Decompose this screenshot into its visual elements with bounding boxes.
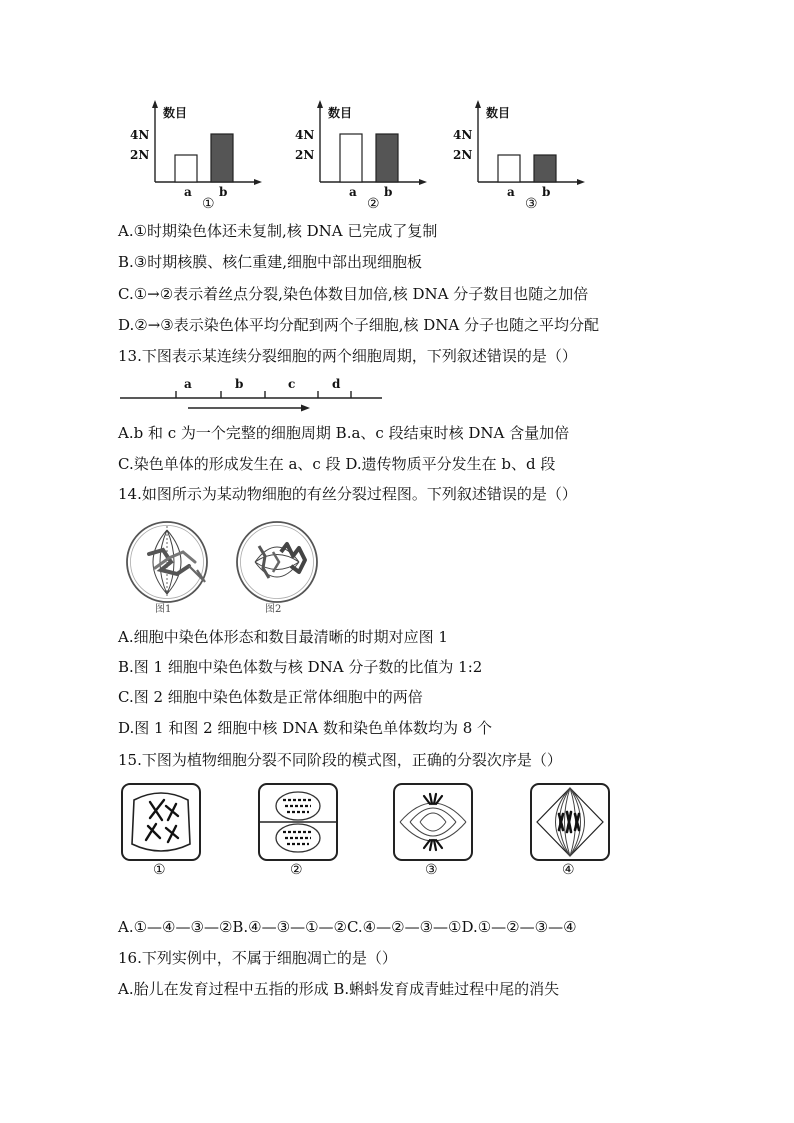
q14-option-c: C.图 2 细胞中染色体数是正常体细胞中的两倍 xyxy=(118,688,423,706)
chart-caption: ③ xyxy=(525,196,538,212)
category-b: b xyxy=(219,185,228,199)
chart-ylabel: 数目 xyxy=(328,106,353,120)
category-b: b xyxy=(542,185,551,199)
category-a: a xyxy=(507,185,515,199)
segment-c: c xyxy=(288,377,296,391)
tick-4n: 4N xyxy=(130,128,150,142)
q15-stage-1 xyxy=(120,782,204,878)
chart-bars xyxy=(498,155,556,182)
bar-a xyxy=(340,134,362,182)
q12-option-d: D.②→③表示染色体平均分配到两个子细胞,核 DNA 分子也随之平均分配 xyxy=(118,316,600,334)
q12-option-a: A.①时期染色体还未复制,核 DNA 已完成了复制 xyxy=(118,222,438,240)
q15-options: A.①—④—③—②B.④—③—①—②C.④—②—③—①D.①—②—③—④ xyxy=(118,918,577,936)
chart-bars xyxy=(340,134,398,182)
q14-figure-2 xyxy=(229,522,329,614)
q14-option-a: A.细胞中染色体形态和数目最清晰的时期对应图 1 xyxy=(118,628,448,646)
q12-option-b: B.③时期核膜、核仁重建,细胞中部出现细胞板 xyxy=(118,253,423,271)
q16-options: A.胎儿在发育过程中五指的形成 B.蝌蚪发育成青蛙过程中尾的消失 xyxy=(118,980,560,998)
q15-stem: 15.下图为植物细胞分裂不同阶段的模式图，正确的分裂次序是（） xyxy=(118,751,562,769)
bar-b xyxy=(376,134,398,182)
q13-options-line2: C.染色单体的形成发生在 a、c 段 D.遗传物质平分发生在 b、d 段 xyxy=(118,455,556,473)
segment-b: b xyxy=(235,377,244,391)
stage-4-caption: ④ xyxy=(562,862,575,878)
q16-stem: 16.下列实例中，不属于细胞凋亡的是（） xyxy=(118,949,397,967)
category-a: a xyxy=(184,185,192,199)
q12-chart-1 xyxy=(130,100,270,210)
bar-b xyxy=(211,134,233,182)
tick-2n: 2N xyxy=(295,148,315,162)
q15-stage-3 xyxy=(392,782,476,878)
bar-a xyxy=(498,155,520,182)
bar-b xyxy=(534,155,556,182)
stage-2-caption: ② xyxy=(290,862,303,878)
segment-a: a xyxy=(184,377,192,391)
tick-2n: 2N xyxy=(130,148,150,162)
chart-caption: ① xyxy=(202,196,215,212)
q12-chart-2 xyxy=(295,100,435,210)
q14-figure-1 xyxy=(119,522,219,614)
tick-4n: 4N xyxy=(453,128,473,142)
chart-caption: ② xyxy=(367,196,380,212)
q13-options-line1: A.b 和 c 为一个完整的细胞周期 B.a、c 段结束时核 DNA 含量加倍 xyxy=(118,424,570,442)
bar-a xyxy=(175,155,197,182)
chart-ylabel: 数目 xyxy=(163,106,188,120)
q12-chart-3 xyxy=(453,100,593,210)
stage-1-caption: ① xyxy=(153,862,166,878)
q12-option-c: C.①→②表示着丝点分裂,染色体数目加倍,核 DNA 分子数目也随之加倍 xyxy=(118,285,589,303)
tick-4n: 4N xyxy=(295,128,315,142)
q15-stage-4 xyxy=(529,782,613,878)
stage-3-caption: ③ xyxy=(425,862,438,878)
category-b: b xyxy=(384,185,393,199)
segment-d: d xyxy=(332,377,341,391)
category-a: a xyxy=(349,185,357,199)
chart-bars xyxy=(175,134,233,182)
figure-2-label: 图2 xyxy=(265,604,282,615)
q13-cell-cycle-diagram xyxy=(120,372,390,414)
q14-option-b: B.图 1 细胞中染色体数与核 DNA 分子数的比值为 1:2 xyxy=(118,658,483,676)
chart-ylabel: 数目 xyxy=(486,106,511,120)
q15-stage-2 xyxy=(257,782,341,878)
q13-stem: 13.下图表示某连续分裂细胞的两个细胞周期，下列叙述错误的是（） xyxy=(118,347,577,365)
q14-stem: 14.如图所示为某动物细胞的有丝分裂过程图。下列叙述错误的是（） xyxy=(118,485,577,503)
figure-1-label: 图1 xyxy=(155,604,172,615)
q14-option-d: D.图 1 和图 2 细胞中核 DNA 数和染色单体数均为 8 个 xyxy=(118,719,493,737)
tick-2n: 2N xyxy=(453,148,473,162)
